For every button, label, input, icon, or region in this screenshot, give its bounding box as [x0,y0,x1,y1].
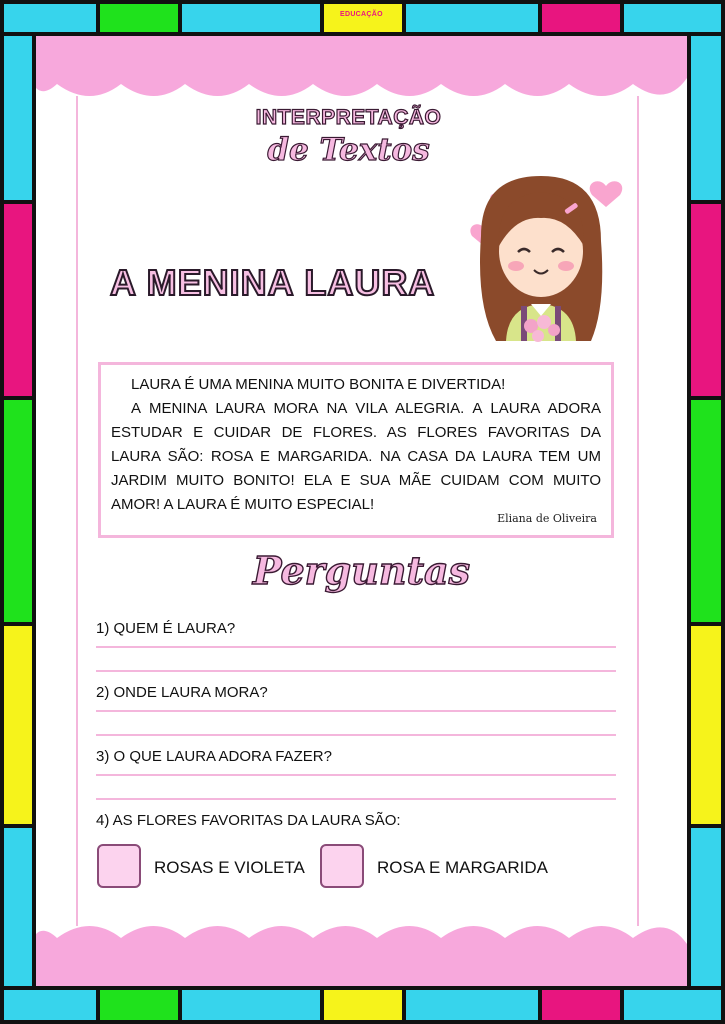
border-segment [538,0,624,36]
border-segment [0,986,100,1024]
border-segment [96,986,182,1024]
answer-line[interactable] [96,798,616,800]
border-segment [538,986,624,1024]
border-segment [320,986,406,1024]
border-segment [620,0,725,36]
heart-icon [590,181,623,207]
border-segment [178,0,324,36]
logo-line-2: de Textos [267,132,430,168]
question-3: 3) O QUE LAURA ADORA FAZER? [96,748,332,765]
worksheet-page [36,36,687,986]
border-segment [402,986,542,1024]
story-text-box [98,362,614,538]
border-segment [0,824,36,990]
answer-line[interactable] [96,710,616,712]
border-segment [687,824,725,990]
border-segment [687,200,725,400]
question-1: 1) QUEM É LAURA? [96,620,236,637]
border-segment [0,200,36,400]
logo-line-1: INTERPRETAÇÃO [255,106,442,129]
answer-line[interactable] [96,646,616,648]
margin-line-right [637,96,639,926]
page-title: A MENINA LAURA [110,262,436,303]
option-checkbox-rosas-violeta[interactable] [97,844,141,888]
border-segment [96,0,182,36]
option-checkbox-rosa-margarida[interactable] [320,844,364,888]
option-label-rosas-violeta: ROSAS E VIOLETA [154,858,305,877]
border-segment [687,396,725,626]
border-segment [0,396,36,626]
border-segment [0,0,100,36]
answer-line[interactable] [96,670,616,672]
border-segment [0,622,36,828]
border-segment [320,0,406,36]
story-first-line: LAURA É UMA MENINA MUITO BONITA E DIVERTIDA! [131,376,506,393]
questions-title: Perguntas [252,548,471,593]
border-segment [687,622,725,828]
border-segment [0,32,36,204]
margin-line-left [76,96,78,926]
border-segment [687,32,725,204]
girl-illustration [426,156,636,366]
border-segment [620,986,725,1024]
question-2: 2) ONDE LAURA MORA? [96,684,268,701]
badge: EDUCAÇÃO [340,11,383,18]
border-segment [402,0,542,36]
border-segment [178,986,324,1024]
answer-line[interactable] [96,734,616,736]
scallop-top-decoration [36,36,687,106]
question-4: 4) AS FLORES FAVORITAS DA LAURA SÃO: [96,812,401,829]
story-paragraph: A MENINA LAURA MORA NA VILA ALEGRIA. A LAURA ADORA ESTUDAR E CUIDAR DE FLORES. AS FLORES FAVORITAS DA LAURA SÃO: ROSA E MARGARIDA. NA CASA DA LAURA TEM UM JARDIM MUITO BONITO! ELA E SUA MÃE CUIDAM COM MUITO AMOR! A LAURA É MUITO ESPECIAL! [111,400,601,513]
story-author: Eliana de Oliveira [497,512,597,525]
option-label-rosa-margarida: ROSA E MARGARIDA [377,858,548,877]
answer-line[interactable] [96,774,616,776]
scallop-bottom-decoration [36,916,687,986]
